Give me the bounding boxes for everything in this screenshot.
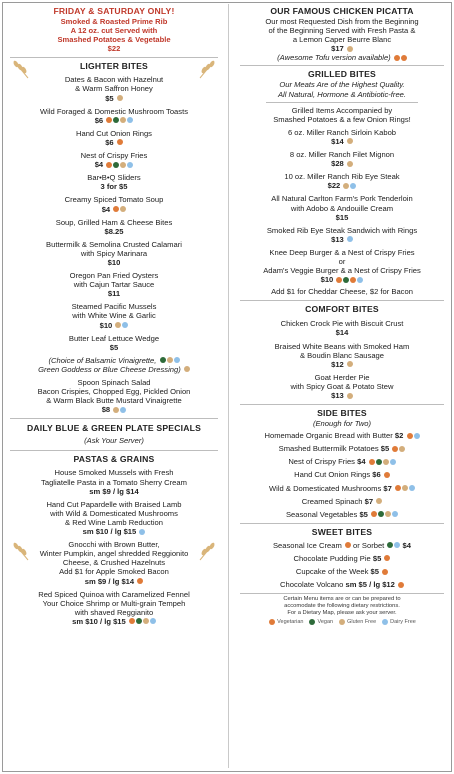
menu-item bbox=[236, 457, 448, 466]
grilled-acc: Grilled Items Accompanied by bbox=[291, 105, 393, 115]
diet-dot-icon bbox=[113, 206, 119, 212]
item-price: sm $5 / lg $12 bbox=[345, 580, 395, 590]
diet-dot-icon bbox=[392, 511, 398, 517]
item-price: $22 bbox=[327, 181, 341, 191]
item-line: Chicken Crock Pie with Biscuit Crust bbox=[280, 319, 404, 329]
menu-item bbox=[6, 302, 222, 329]
item-price: $13 bbox=[331, 234, 344, 244]
item-price: $10 bbox=[99, 320, 113, 330]
item-price: $14 bbox=[331, 136, 344, 146]
legend-item bbox=[338, 619, 376, 625]
diet-dot-icon bbox=[309, 619, 315, 625]
diet-dot-icon bbox=[350, 183, 356, 189]
dietary-legend bbox=[236, 619, 448, 625]
item-price: $5 bbox=[359, 509, 368, 519]
item-price: $13 bbox=[331, 391, 344, 400]
diet-dot-icon bbox=[378, 511, 384, 517]
menu-item bbox=[6, 240, 222, 267]
item-line: Bar•B•Q Sliders bbox=[87, 173, 141, 183]
item-line: Oregon Pan Fried Oysters bbox=[69, 271, 159, 281]
grilled-intro: Our Meats Are of the Highest Quality. bbox=[279, 80, 405, 90]
item-line: Butter Leaf Lettuce Wedge bbox=[68, 333, 160, 343]
menu-item bbox=[236, 567, 448, 576]
diet-dot-icon bbox=[347, 361, 353, 367]
menu-item bbox=[236, 172, 448, 190]
item-line: Creamy Spiced Tomato Soup bbox=[64, 195, 164, 205]
picatta-line: a Lemon Caper Beurre Blanc bbox=[292, 35, 392, 45]
menu-item bbox=[236, 554, 448, 563]
item-line: with shaved Reggianito bbox=[74, 607, 154, 617]
item-price: $14 bbox=[335, 328, 349, 338]
diet-dot-icon bbox=[269, 619, 275, 625]
item-line: Dates & Bacon with Hazelnut bbox=[64, 75, 164, 85]
burger-line: Adam's Veggie Burger & a Nest of Crispy Fries bbox=[263, 266, 421, 276]
item-price: sm $9 / lg $14 bbox=[89, 486, 139, 496]
diet-dot-icon bbox=[414, 433, 420, 439]
menu-item bbox=[236, 484, 448, 493]
diet-dot-icon bbox=[369, 459, 375, 465]
item-line: with Spicy Marinara bbox=[80, 248, 148, 258]
item-line: Soup, Grilled Ham & Cheese Bites bbox=[55, 217, 173, 227]
diet-dot-icon bbox=[117, 95, 123, 101]
diet-dot-icon bbox=[382, 619, 388, 625]
picatta-line: Our most Requested Dish from the Beginning bbox=[265, 17, 419, 26]
item-line: Spoon Spinach Salad bbox=[77, 378, 151, 387]
diet-dot-icon bbox=[371, 511, 377, 517]
item-line: Steamed Pacific Mussels bbox=[71, 302, 157, 312]
fri-sat-title: FRIDAY & SATURDAY ONLY! bbox=[53, 6, 175, 16]
diet-dot-icon bbox=[376, 459, 382, 465]
spinach-salad bbox=[6, 378, 222, 414]
diet-dot-icon bbox=[113, 162, 119, 168]
menu-item bbox=[6, 218, 222, 236]
menu-item bbox=[6, 195, 222, 213]
diet-dot-icon bbox=[139, 529, 145, 535]
diet-dot-icon bbox=[115, 322, 121, 328]
item-price: $5 bbox=[380, 444, 390, 454]
menu-item bbox=[6, 468, 222, 495]
picatta-price: $17 bbox=[331, 44, 344, 54]
menu-item bbox=[236, 470, 448, 479]
item-line: Your Choice Shrimp or Multi-grain Tempeh bbox=[42, 598, 186, 608]
diet-dot-icon bbox=[402, 485, 408, 491]
sides-list bbox=[236, 431, 448, 519]
fri-sat-line: A 12 oz. cut Served with bbox=[70, 26, 158, 36]
picatta-title: OUR FAMOUS CHICKEN PICATTA bbox=[270, 6, 414, 16]
pastas-title: PASTAS & GRAINS bbox=[73, 454, 155, 465]
grilled-intro: All Natural, Hormone & Antibiotic-free. bbox=[277, 89, 407, 99]
item-line: with Wild & Domesticated Mushrooms bbox=[50, 508, 178, 518]
menu-item bbox=[236, 373, 448, 400]
item-price: $7 bbox=[383, 483, 392, 493]
item-line: Buttermilk & Semolina Crusted Calamari bbox=[46, 239, 182, 249]
daily-specials-sub: (Ask Your Server) bbox=[84, 436, 144, 446]
diet-dot-icon bbox=[409, 485, 415, 491]
addon-note: Add $1 for Cheddar Cheese, $2 for Bacon bbox=[271, 287, 413, 297]
item-price: 3 for $5 bbox=[100, 182, 128, 192]
daily-specials-title: DAILY BLUE & GREEN PLATE SPECIALS bbox=[26, 423, 202, 434]
lighter-bites-list bbox=[6, 75, 222, 351]
item-price: $11 bbox=[107, 289, 121, 299]
item-name: Chocolate Pudding Pie bbox=[293, 553, 371, 563]
item-line: Cheese, & Crushed Hazelnuts bbox=[62, 558, 166, 568]
diet-dot-icon bbox=[137, 578, 143, 584]
diet-dot-icon bbox=[392, 446, 398, 452]
item-price: $8 bbox=[101, 405, 111, 415]
item-price: $5 bbox=[370, 567, 379, 577]
item-price: $5 bbox=[372, 553, 382, 563]
diet-dot-icon bbox=[150, 618, 156, 624]
menu-item bbox=[6, 129, 222, 147]
diet-dot-icon bbox=[136, 618, 142, 624]
item-line: Hand Cut Papardelle with Braised Lamb bbox=[46, 499, 182, 509]
diet-dot-icon bbox=[120, 206, 126, 212]
menu-item bbox=[236, 226, 448, 244]
item-price: $4 bbox=[101, 204, 111, 214]
menu-item bbox=[236, 319, 448, 337]
sweets-list bbox=[236, 554, 448, 589]
diet-dot-icon bbox=[122, 322, 128, 328]
diet-dot-icon bbox=[347, 393, 353, 399]
menu-item bbox=[6, 590, 222, 626]
item-price: $12 bbox=[331, 359, 344, 369]
grilled-list bbox=[236, 128, 448, 244]
diet-dot-icon bbox=[127, 162, 133, 168]
column-divider bbox=[228, 4, 229, 768]
side-title: SIDE BITES bbox=[317, 408, 367, 419]
item-price: $6 bbox=[94, 115, 104, 125]
diet-dot-icon bbox=[129, 618, 135, 624]
item-price: $4 bbox=[94, 160, 104, 170]
item-name: Wild & Domesticated Mushrooms bbox=[269, 483, 382, 493]
legend-item bbox=[381, 619, 416, 625]
item-line: with Adobo & Andouille Cream bbox=[290, 203, 394, 213]
item-line: & Warm Saffron Honey bbox=[75, 84, 153, 94]
diet-dot-icon bbox=[376, 498, 382, 504]
diet-dot-icon bbox=[398, 582, 404, 588]
fri-sat-line: Smashed Potatoes & Vegetable bbox=[57, 35, 171, 45]
item-line: Nest of Crispy Fries bbox=[80, 151, 148, 161]
menu-item bbox=[6, 540, 222, 585]
item-line: House Smoked Mussels with Fresh bbox=[54, 468, 174, 478]
menu-item bbox=[236, 510, 448, 519]
item-line: Winter Pumpkin, angel shredded Reggionito bbox=[39, 549, 189, 559]
item-price: sm $9 / lg $14 bbox=[84, 576, 135, 586]
menu-item bbox=[236, 580, 448, 589]
item-price: $28 bbox=[331, 159, 344, 169]
item-line: with Cajun Tartar Sauce bbox=[73, 280, 155, 290]
menu-item bbox=[236, 431, 448, 440]
item-name: Nest of Crispy Fries bbox=[288, 457, 355, 467]
item-line: with White Wine & Garlic bbox=[72, 311, 156, 321]
item-line: 10 oz. Miller Ranch Rib Eye Steak bbox=[284, 172, 400, 182]
menu-item bbox=[6, 271, 222, 298]
item-line: Smoked Rib Eye Steak Sandwich with Rings bbox=[266, 225, 418, 235]
legend-label: Dairy Free bbox=[390, 618, 416, 625]
diet-dot-icon bbox=[143, 618, 149, 624]
item-price: sm $10 / lg $15 bbox=[82, 527, 137, 537]
sweet-ice-cream bbox=[236, 541, 448, 550]
menu-item bbox=[6, 75, 222, 102]
diet-dot-icon bbox=[113, 117, 119, 123]
item-line: All Natural Carlton Farm's Pork Tenderloin bbox=[271, 194, 413, 204]
diet-dot-icon bbox=[347, 161, 353, 167]
menu-item bbox=[236, 444, 448, 453]
item-price: $5 bbox=[105, 93, 114, 103]
diet-dot-icon bbox=[106, 162, 112, 168]
dressing-line: Green Goddess or Blue Cheese Dressing) bbox=[38, 364, 181, 374]
burger-or: or bbox=[338, 256, 346, 266]
diet-dot-icon bbox=[390, 459, 396, 465]
item-name: Seasonal Ice Cream bbox=[272, 540, 342, 550]
menu-item bbox=[236, 194, 448, 221]
dressing-line: (Choice of Balsamic Vinaigrette, bbox=[48, 355, 157, 365]
item-name: Homemade Organic Bread with Butter bbox=[264, 431, 393, 441]
item-name: Seasonal Vegetables bbox=[285, 509, 358, 519]
burger-price: $10 bbox=[320, 275, 334, 285]
side-sub: (Enough for Two) bbox=[312, 419, 372, 429]
picatta-line: of the Beginning Served with Fresh Pasta & bbox=[268, 26, 416, 36]
item-price: $15 bbox=[335, 212, 349, 222]
comfort-title: COMFORT BITES bbox=[305, 304, 379, 315]
item-line: Braised White Beans with Smoked Ham bbox=[274, 341, 410, 351]
diet-dot-icon bbox=[385, 511, 391, 517]
footer-line: For a Dietary Map, please ask your server. bbox=[287, 609, 397, 616]
item-line: Wild Foraged & Domestic Mushroom Toasts bbox=[40, 106, 188, 116]
item-line: with Spicy Goat & Potato Stew bbox=[290, 381, 394, 391]
menu-item bbox=[6, 334, 222, 352]
right-column bbox=[236, 4, 448, 625]
diet-dot-icon bbox=[384, 555, 390, 561]
diet-dot-icon bbox=[347, 138, 353, 144]
item-line: & Red Wine Lamb Reduction bbox=[65, 517, 163, 527]
diet-dot-icon bbox=[343, 183, 349, 189]
item-line: & Boudin Blanc Sausage bbox=[299, 350, 384, 360]
menu-item bbox=[6, 500, 222, 536]
diet-dot-icon bbox=[382, 569, 388, 575]
diet-dot-icon bbox=[120, 162, 126, 168]
item-line: 6 oz. Miller Ranch Sirloin Kabob bbox=[287, 127, 397, 137]
lighter-bites-title: LIGHTER BITES bbox=[79, 61, 148, 72]
legend-label: Vegan bbox=[317, 618, 334, 625]
grilled-title: GRILLED BITES bbox=[307, 69, 376, 80]
diet-dot-icon bbox=[127, 117, 133, 123]
diet-dot-icon bbox=[395, 485, 401, 491]
menu-item bbox=[236, 497, 448, 506]
item-name: Smashed Buttermilk Potatoes bbox=[278, 444, 379, 454]
item-line: Bacon Crispies, Chopped Egg, Pickled Onion bbox=[37, 387, 191, 397]
item-price: $7 bbox=[364, 496, 374, 506]
item-name: Creamed Spinach bbox=[301, 496, 363, 506]
item-line: Add $1 for Apple Smoked Bacon bbox=[59, 567, 169, 577]
diet-dot-icon bbox=[339, 619, 345, 625]
menu-item bbox=[6, 151, 222, 169]
legend-item bbox=[308, 619, 333, 625]
left-column bbox=[6, 4, 222, 630]
item-line: Red Spiced Quinoa with Caramelized Fennel bbox=[38, 589, 190, 599]
tofu-note: (Awesome Tofu version available) bbox=[277, 53, 391, 63]
item-price: $6 bbox=[105, 137, 114, 147]
sweet-title: SWEET BITES bbox=[311, 526, 373, 537]
item-line: Gnocchi with Brown Butter, bbox=[68, 540, 160, 550]
item-price: $4 bbox=[402, 540, 411, 550]
footer-line: Certain Menu items are or can be prepared to bbox=[283, 596, 401, 603]
legend-label: Vegetarian bbox=[277, 618, 304, 625]
item-name: Chocolate Volcano bbox=[280, 580, 344, 590]
pastas-list bbox=[6, 468, 222, 626]
diet-dot-icon bbox=[383, 459, 389, 465]
grilled-acc: Smashed Potatoes & a few Onion Rings! bbox=[273, 114, 411, 124]
diet-dot-icon bbox=[384, 472, 390, 478]
item-line: Tagliatelle Pasta in a Tomato Sherry Cream bbox=[41, 477, 187, 487]
item-price: sm $10 / lg $15 bbox=[72, 616, 126, 626]
fri-sat-desc bbox=[6, 17, 222, 53]
fri-sat-price: $22 bbox=[107, 44, 121, 54]
item-line: 8 oz. Miller Ranch Filet Mignon bbox=[289, 150, 395, 160]
diet-dot-icon bbox=[399, 446, 405, 452]
menu-item bbox=[6, 107, 222, 125]
dressing-note bbox=[6, 356, 222, 374]
diet-dot-icon bbox=[347, 236, 353, 242]
item-price: $4 bbox=[357, 457, 366, 467]
item-name: Cupcake of the Week bbox=[295, 567, 369, 577]
item-name: Hand Cut Onion Rings bbox=[294, 470, 371, 480]
item-price: $5 bbox=[109, 342, 119, 352]
item-price: $6 bbox=[372, 470, 381, 480]
item-or: or Sorbet bbox=[353, 540, 385, 550]
menu-item bbox=[6, 173, 222, 191]
menu-item bbox=[236, 128, 448, 146]
diet-dot-icon bbox=[106, 117, 112, 123]
item-line: Goat Herder Pie bbox=[314, 372, 370, 382]
diet-dot-icon bbox=[120, 117, 126, 123]
item-price: $8.25 bbox=[104, 226, 124, 236]
item-line: Hand Cut Onion Rings bbox=[76, 128, 152, 138]
diet-dot-icon bbox=[117, 139, 123, 145]
item-price: $10 bbox=[107, 257, 121, 267]
menu-item bbox=[236, 150, 448, 168]
diet-dot-icon bbox=[407, 433, 413, 439]
footer-line: accomodate the following dietary restrictions. bbox=[284, 603, 400, 610]
burger-line: Knee Deep Burger & a Nest of Crispy Fries bbox=[269, 247, 415, 257]
legend-label: Gluten Free bbox=[347, 618, 377, 625]
fri-sat-line: Smoked & Roasted Prime Rib bbox=[60, 17, 168, 26]
item-line: & Warm Black Butte Mustard Vinaigrette bbox=[46, 396, 182, 406]
comfort-list bbox=[236, 319, 448, 400]
menu-item bbox=[236, 342, 448, 369]
item-price: $2 bbox=[394, 431, 404, 441]
legend-item bbox=[268, 619, 303, 625]
dietary-footer bbox=[236, 596, 448, 616]
